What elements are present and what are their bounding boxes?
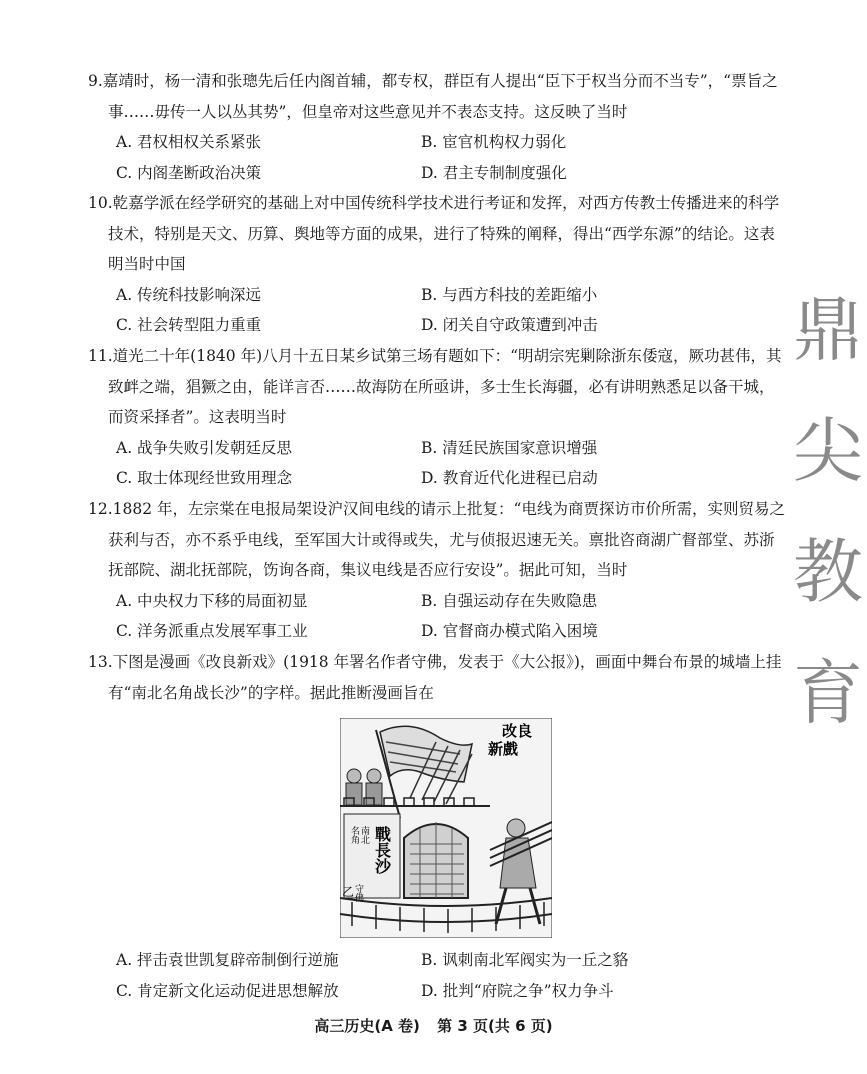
options	[88, 127, 788, 188]
option-a[interactable]: A. 抨击袁世凯复辟帝制倒行逆施	[116, 951, 339, 969]
option-a[interactable]: A. 君权相权关系紧张	[116, 133, 262, 151]
option-d[interactable]: D. 教育近代化进程已启动	[421, 469, 598, 487]
question-13-options	[88, 945, 788, 1006]
option-b[interactable]: B. 自强运动存在失败隐患	[421, 591, 598, 610]
option-d[interactable]: D. 批判“府院之争”权力争斗	[421, 981, 614, 1000]
option-a[interactable]: A. 中央权力下移的局面初显	[116, 591, 308, 610]
question-11	[88, 341, 788, 494]
question-number: 11.	[88, 347, 113, 365]
watermark-char: 教	[793, 531, 863, 613]
cartoon-title-col2: 新戲	[488, 740, 519, 758]
question-10	[88, 188, 788, 341]
cartoon-title-col1: 改良	[502, 722, 533, 740]
option-b[interactable]: B. 宦官机构权力弱化	[421, 133, 567, 151]
question-number: 10.	[88, 194, 113, 212]
options	[88, 945, 788, 1006]
question-number: 9.	[88, 72, 103, 90]
option-d[interactable]: D. 君主专制制度强化	[421, 163, 567, 182]
banner-text-col1b: 名角	[349, 826, 359, 844]
option-b[interactable]: B. 讽刺南北军阀实为一丘之貉	[421, 951, 629, 969]
option-b[interactable]: B. 清廷民族国家意识增强	[421, 438, 598, 457]
banner-text-col1: 南北	[359, 826, 369, 844]
watermark-char: 鼎	[793, 289, 863, 371]
question-stem: 乾嘉学派在经学研究的基础上对中国传统科学技术进行考证和发挥，对西方传教士传播进来的科学技术，特别是天文、历算、舆地等方面的成果，进行了特殊的阐释，得出“西学东源”的结论。这表明当时中国	[108, 194, 780, 273]
question-stem: 下图是漫画《改良新戏》(1918 年署名作者守佛，发表于《大公报》)，画面中舞台布景的城墙上挂有“南北名角战长沙”的字样。据此推断漫画旨在	[108, 653, 782, 702]
option-b[interactable]: B. 与西方科技的差距缩小	[421, 285, 598, 304]
cartoon-signature: 守佛	[353, 884, 363, 902]
option-c[interactable]: C. 洋务派重点发展军事工业	[116, 622, 308, 640]
question-stem: 1882 年，左宗棠在电报局架设沪汉间电线的请示上批复：“电线为商贾探访市价所需，实则贸易之获利与否，亦不系乎电线，至军国大计或得或失，尤与侦报迟速无关。禀批咨商湖广督部堂、苏浙抚部院、湖北抚部院，饬询各商，集议电线是否应行安设”。据此可知，当时	[108, 500, 785, 579]
question-number: 12.	[88, 500, 113, 518]
footer-subject: 高三历史(A 卷)	[314, 1017, 420, 1035]
option-a[interactable]: A. 战争失败引发朝廷反思	[116, 438, 293, 457]
question-12	[88, 494, 788, 647]
question-stem: 道光二十年(1840 年)八月十五日某乡试第三场有题如下：“明胡宗宪剿除浙东倭寇，厥功甚伟，其致衅之端，猖獗之由，能详言否……故海防在所亟讲，多士生长海疆，必有讲明熟悉足以备干城，而资采择者”。这表明当时	[108, 347, 782, 426]
option-d[interactable]: D. 闭关自守政策遭到冲击	[421, 316, 598, 334]
options	[88, 280, 788, 341]
option-a[interactable]: A. 传统科技影响深远	[116, 285, 262, 304]
page-footer	[0, 1015, 867, 1036]
option-c[interactable]: C. 取士体现经世致用理念	[116, 469, 293, 487]
watermark-char: 育	[793, 652, 863, 734]
options	[88, 433, 788, 494]
options	[88, 586, 788, 647]
cartoon-illustration	[340, 718, 552, 938]
question-13	[88, 647, 788, 708]
option-d[interactable]: D. 官督商办模式陷入困境	[421, 622, 598, 640]
option-c[interactable]: C. 肯定新文化运动促进思想解放	[116, 981, 339, 1000]
option-c[interactable]: C. 内阁垄断政治决策	[116, 163, 262, 182]
cartoon-mark: 乙	[342, 885, 355, 899]
watermark	[788, 270, 867, 754]
question-stem: 嘉靖时，杨一清和张璁先后任内阁首辅，都专权，群臣有人提出“臣下于权当分而不当专”，“票旨之事……毋传一人以丛其势”，但皇帝对这些意见并不表态支持。这反映了当时	[102, 72, 778, 121]
watermark-char: 尖	[793, 410, 863, 492]
banner-text-col2: 戰長沙	[372, 826, 392, 874]
question-9	[88, 66, 788, 188]
question-number: 13.	[88, 653, 113, 671]
option-c[interactable]: C. 社会转型阻力重重	[116, 316, 262, 334]
footer-page-number: 第 3 页(共 6 页)	[437, 1017, 553, 1035]
